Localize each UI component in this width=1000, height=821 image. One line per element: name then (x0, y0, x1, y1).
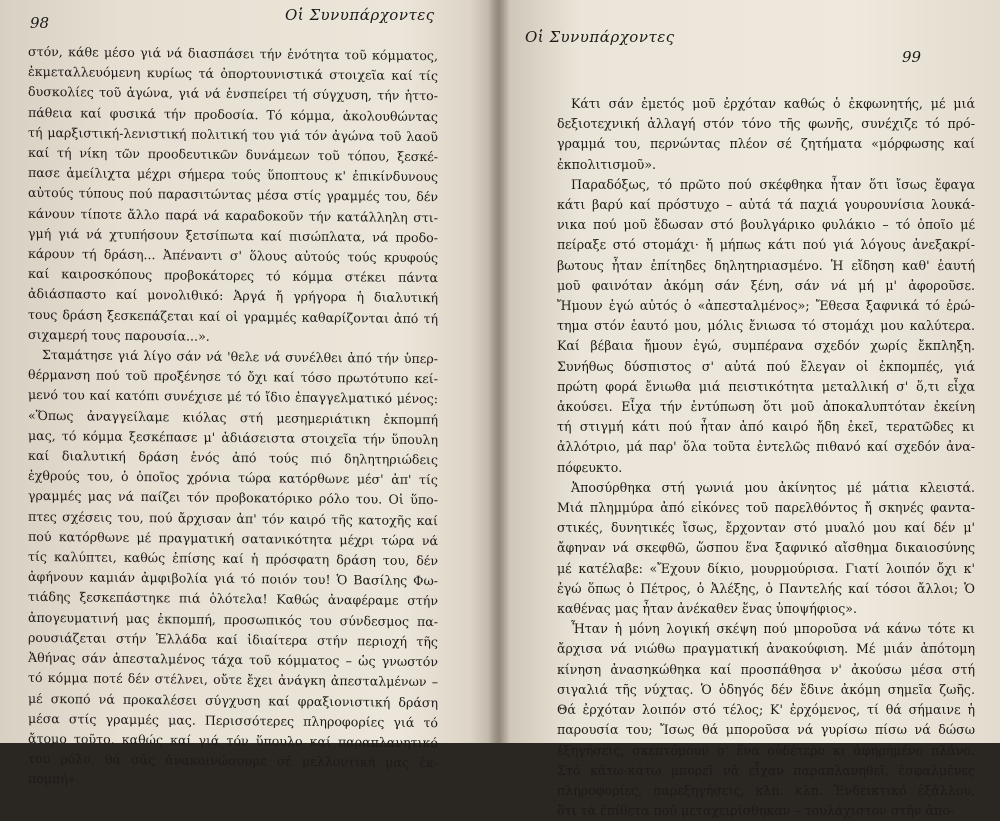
text-line: ἄτομο τοῦτο, καθώς καί γιά τόν ὕπουλο καί παραπλανητικό (28, 730, 438, 751)
text-line: γμή γιά νά χτυπήσουν ξετσίπωτα καί πισώπλατα, νά προδο- (28, 225, 438, 245)
left-page-number: 98 (30, 14, 50, 32)
text-line: καθένας μας ἦταν ἀνέκαθεν ἕνας ὑποψήφιος». (557, 601, 857, 617)
right-page-number: 99 (902, 48, 922, 66)
text-line: βωτους ἦταν ἐπίτηδες δηλητηριασμένο. Ἡ εἴδηση καθ' ἑαυτή (557, 257, 975, 273)
text-line: του ρόλο, θά σᾶς ἀνακοινώσουμε σέ μελλοντική μας ἐκ- (28, 750, 438, 771)
text-line: Ἀποσύρθηκα στή γωνιά μου ἀκίνητος μέ μάτια κλειστά. (571, 479, 975, 495)
text-line: ὅτι τά ἐπίθετα πού μεταχειρίσθηκαν – τουλάχιστον στήν ἀπο- (557, 803, 955, 819)
text-line: στόν, κάθε μέσο γιά νά διασπάσει τήν ἑνότητα τοῦ κόμματος, (28, 43, 438, 64)
text-line: μενό του καί κατόπι συνέχισε μέ τό ἴδιο ἐπαγγελματικό μένος: (28, 387, 438, 407)
text-line: ἀλλότριο, μά παρ' ὅλα τοῦτα ἐντελῶς πιθανό καί σχεδόν ἀνα- (557, 439, 975, 455)
text-line: ἐκμεταλλευόμενη κυρίως τά ὀπορτουνιστικά στοιχεῖα καί τίς (28, 64, 438, 84)
right-page-body (557, 94, 975, 821)
text-line: ἐχθρούς του, ὁ ὁποῖος χρόνια τώρα κατόρθωνε μέσ' ἀπ' τίς (28, 468, 438, 488)
text-line: γραμμά του, περνώντας πλέον σέ ζητήματα «μόρφωσης καί (557, 136, 975, 152)
text-line: πληροφορίες, παρεξηγήσεις, κλπ. κλπ. Ἐνδεικτικό ἐξάλλου, (557, 782, 975, 798)
text-line: ἄρχισα νά νιώθω πραγματική ἀνακούφιση. Μέ μιάν ἀπότομη (557, 641, 975, 657)
text-line: μέ σκοπό νά προκαλέσει σύγχυση καί φραξιονιστική δράση (28, 690, 438, 710)
text-line: ἄφηναν νά σκεφθῶ, ὥσπου ἕνα ξαφνικό αἴσθημα δικαιοσύνης (557, 540, 975, 556)
text-line: πασε ἀμείλιχτα μέχρι σήμερα τούς ὕποπτους κ' ἐπικίνδυνους (28, 165, 438, 185)
text-line: ἀκούσει. Εἶχα τήν ἐντύπωση ὅτι μοῦ ἀποκαλυπτόταν ἐκείνη (557, 399, 975, 415)
text-line: πού κατόρθωνε μέ πραγματική σατανικότητα μέχρι τώρα νά (28, 528, 438, 549)
text-line: ἐκπολιτισμοῦ». (557, 156, 657, 172)
text-line: κίνηση ἀνασηκώθηκα καί προσπάθησα ν' ἀκούσω μέσα στή (557, 661, 975, 677)
text-line: νικα πού μοῦ ἔδωσαν στό βουλγάρικο φυλάκιο – τό ὁποῖο μέ (557, 217, 975, 233)
text-line: ἐξηγήσεις, σκεπτόμουν σ' ἕνα οὐδέτερο κι ἀφηρημένο πλάνο. (557, 742, 975, 758)
text-line: τίς καλύπτει, καθώς ἐπίσης καί ἡ πρόσφατη δράση του, δέν (28, 548, 438, 569)
text-line: Στό κάτω-κάτω μπορεῖ νά εἶχαν παραπλανηθεῖ, ἐσφαλμένες (557, 762, 975, 778)
right-running-head: Οἱ Συνυπάρχοντες (525, 28, 675, 46)
text-line: Ἦταν ἡ μόνη λογική σκέψη πού μποροῦσα νά κάνω τότε κι (571, 621, 975, 637)
text-line: μας, τό κόμμα ξεσκέπασε μ' ἀδιάσειστα στοιχεῖα τήν ὕπουλη (28, 427, 438, 448)
text-line: τό κόμμα ποτέ δέν στέλνει, οὔτε ἔχει ἀνάγκη ἀπεσταλμένων – (28, 670, 438, 690)
left-page (0, 0, 495, 787)
text-line: σιχαμερή τους παρουσία...». (28, 326, 210, 344)
text-line: στικές, δυνητικές ἴσως, ἔρχονταν στό μυαλό μου καί δέν μ' (557, 520, 975, 536)
text-line: τους δράση ξεσκεπάζεται καί οἱ γραμμές καθαρίζονται ἀπό τή (28, 306, 438, 326)
left-running-head: Οἱ Συνυπάρχοντες (285, 6, 435, 24)
left-page-body (28, 42, 438, 794)
text-line: σιγαλιά τῆς νύχτας. Ὁ ὁδηγός δέν ἔδινε ἀκόμη σημεῖα ζωῆς. (557, 681, 975, 697)
text-line: δεξιοτεχνική ἀλλαγή στόν τόνο τῆς φωνῆς, συνέχιζε τό πρό- (557, 116, 975, 132)
text-line: πάθεια καί φυσικά τήν προδοσία. Τό κόμμα, ἀκολουθώντας (28, 104, 438, 124)
text-line: παρουσία του; Ἴσως θά μποροῦσα νά γυρίσω πίσω νά δώσω (557, 722, 975, 738)
text-line: γραμμές μας νά παίζει τόν προβοκατόρικο ρόλο του. Οἱ ὕπο- (28, 488, 438, 508)
text-line: κάτι βαρύ καί πρόστυχο – αὐτά τά παχιά γουρουνίσια λουκά- (557, 197, 975, 213)
text-line: Ἀθήνας σάν ἀπεσταλμένος τάχα τοῦ κόμματος – ὡς γνωστόν (28, 649, 438, 670)
text-line: πόφευκτο. (557, 459, 623, 475)
text-line: τιάδης ξεσκεπάστηκε πιά ὁλότελα! Καθώς ἀναφέραμε στήν (28, 589, 438, 609)
text-line: θέρμανση πού τοῦ προξένησε τό ὄχι καί τόσο πρωτότυπο κεί- (28, 367, 438, 387)
text-line: «Ὅπως ἀναγγείλαμε κιόλας στή μεσημεριάτικη ἐκπομπή (28, 407, 438, 427)
text-line: Σταμάτησε γιά λίγο σάν νά 'θελε νά συνέλθει ἀπό τήν ὑπερ- (42, 347, 438, 367)
text-line: ρουσιάζεται στήν Ἑλλάδα καί ἰδιαίτερα στήν περιοχή τῆς (28, 629, 438, 650)
text-line: πρώτη φορά ἔνιωθα μιά πειστικότητα μεταλλική σ' ὅ,τι εἶχα (557, 378, 975, 394)
text-line: Καί βέβαια ἤμουν ἐγώ, συμπέρανα σχεδόν χωρίς ἔκπληξη. (557, 338, 975, 354)
text-line: ἐγώ ὅπως ὁ Πέτρος, ὁ Ἀλέξης, ὁ Παντελής καί τόσοι ἄλλοι; Ὁ (557, 580, 975, 596)
text-line: καί διαλυτική δράση ἑνός ἀπό τούς πιό δηλητηριώδεις (28, 447, 438, 468)
text-line: τή στιγμή κάτι πού ἦταν ἀπό καιρό ἤδη ἐκεῖ, τερατῶδες κι (557, 419, 975, 435)
text-line: καί τή νίκη τῶν προοδευτικῶν δυνάμεων τοῦ τόπου, ξεσκέ- (28, 144, 438, 165)
text-line: ἀφήνουν καμιάν ἀμφιβολία γιά τό ποιόν του! Ὁ Βασίλης Φω- (28, 569, 438, 589)
text-line: πομπή». (28, 771, 80, 787)
text-line: Θά ἐρχόταν λοιπόν στό τέλος; Κ' ἐρχόμενος, τί θά σήμαινε ἡ (557, 702, 975, 718)
text-line: μέσα στίς γραμμές μας. Περισσότερες πληροφορίες γιά τό (28, 710, 438, 730)
text-line: Κάτι σάν ἐμετός μοῦ ἐρχόταν καθώς ὁ ἐκφωνητής, μέ μιά (571, 96, 975, 111)
text-line: μέ κατέλαβε: «Ἔχουν δίκιο, μουρμούρισα. Γιατί λοιπόν ὄχι κ' (557, 560, 975, 576)
text-line: πτες σχέσεις του, πού ἄρχισαν ἀπ' τόν καιρό τῆς κατοχῆς καί (28, 508, 438, 528)
text-line: κάρουν τή δράση... Ἀπέναντι σ' ὅλους αὐτούς τούς κρυφούς (28, 245, 438, 266)
text-line: Συνήθως δύσπιστος σ' αὐτά πού ἔλεγαν οἱ ἐκπομπές, γιά (557, 358, 975, 374)
text-line: ἀπογευματινή μας ἐκπομπή, προσωπικός του σύνδεσμος πα- (28, 609, 438, 629)
text-line: αὐτούς τύπους πού παρασιτώντας μέσα στίς γραμμές του, δέν (28, 185, 438, 205)
text-line: Παραδόξως, τό πρῶτο πού σκέφθηκα ἦταν ὅτι ἴσως ἔφαγα (571, 176, 975, 192)
text-line: κάνουν τίποτε ἄλλο παρά νά καραδοκοῦν τήν κατάλληλη στι- (28, 205, 438, 225)
text-line: Μιά πλημμύρα ἀπό εἰκόνες τοῦ παρελθόντος ἤ σκηνές φαντα- (557, 500, 975, 516)
text-line: τημα στόν ἑαυτό μου, μόλις ἔνιωσα τό στομάχι μου καλύτερα. (557, 318, 975, 334)
text-line: πείραξε στό στομάχι· ἤ μήπως κάτι πού γιά λόγους ἀνεξακρί- (557, 237, 975, 253)
text-line: καί καιροσκόπους προβοκάτορες τό κόμμα στέκει πάντα (28, 266, 438, 286)
text-line: δυσκολίες τοῦ ἀγώνα, γιά νά ἐνσπείρει τή σύγχυση, τήν ἡττο- (28, 84, 438, 104)
text-line: ἀδιάσπαστο καί μονολιθικό: Ἀργά ἤ γρήγορα ἡ διαλυτική (28, 286, 438, 306)
right-page (505, 0, 1000, 819)
text-line: Ἤμουν ἐγώ αὐτός ὁ «ἀπεσταλμένος»; Ἔθεσα ξαφνικά τό ἐρώ- (557, 298, 975, 314)
text-line: μοῦ φαινόταν ἀκόμη σάν ξένη, σάν νά μή μ' ἀφοροῦσε. (557, 277, 975, 293)
text-line: τή μαρξιστική-λενιστική πολιτική του γιά τόν ἀγώνα τοῦ λαοῦ (28, 124, 438, 144)
